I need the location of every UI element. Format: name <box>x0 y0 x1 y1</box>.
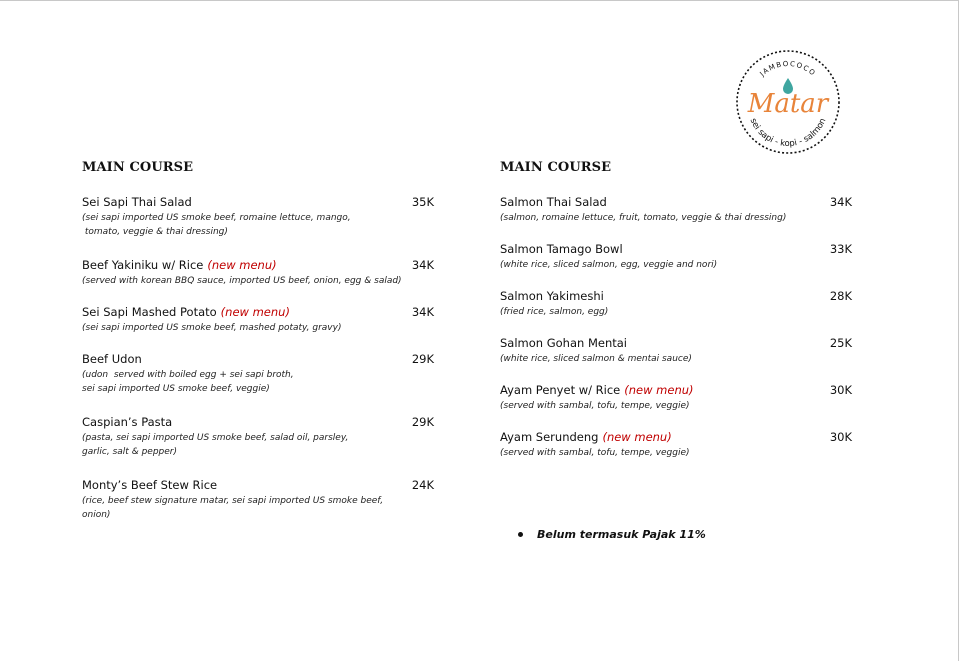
bullet-icon <box>518 532 523 537</box>
menu-item <box>82 351 434 396</box>
item-name: Sei Sapi Mashed Potato (new menu) <box>82 305 290 319</box>
logo-top-text: JAMBOCOCO <box>758 59 818 78</box>
item-description: (fried rice, salmon, egg) <box>500 307 609 317</box>
menu-item <box>500 429 852 460</box>
item-price: 30K <box>829 430 852 444</box>
menu-item <box>82 414 434 459</box>
menu-item <box>82 194 434 239</box>
menu-item <box>500 288 852 319</box>
item-price: 30K <box>829 383 852 397</box>
item-description: (served with sambal, tofu, tempe, veggie) <box>500 448 690 458</box>
item-name: Salmon Tamago Bowl <box>500 242 623 256</box>
item-price: 24K <box>411 478 434 492</box>
item-price: 29K <box>411 352 434 366</box>
item-price: 34K <box>411 305 434 319</box>
new-menu-tag: (new menu) <box>207 258 277 272</box>
new-menu-tag: (new menu) <box>624 383 694 397</box>
menu-item <box>82 304 434 335</box>
item-name: Sei Sapi Thai Salad <box>82 195 192 209</box>
item-price: 28K <box>829 289 852 303</box>
item-price: 25K <box>829 336 852 350</box>
tax-note <box>518 528 706 541</box>
menu-item <box>500 241 852 272</box>
item-description: (rice, beef stew signature matar, sei sapi imported US smoke beef, onion) <box>82 496 384 520</box>
item-description: (sei sapi imported US smoke beef, romaine lettuce, mango, tomato, veggie & thai dressing) <box>82 213 351 237</box>
left-menu-column <box>82 160 434 522</box>
item-description: (sei sapi imported US smoke beef, mashed potaty, gravy) <box>82 323 342 333</box>
logo-tagline: sei sapi - kopi - salmon <box>747 116 829 150</box>
item-name: Beef Yakiniku w/ Rice (new menu) <box>82 258 277 272</box>
item-description: (udon served with boiled egg + sei sapi broth, sei sapi imported US smoke beef, veggie) <box>82 370 294 394</box>
tax-note-text: Belum termasuk Pajak 11% <box>537 528 706 541</box>
item-name: Monty’s Beef Stew Rice <box>82 478 218 492</box>
item-price: 35K <box>411 195 434 209</box>
item-name: Salmon Gohan Mentai <box>500 336 627 350</box>
item-price: 33K <box>829 242 852 256</box>
new-menu-tag: (new menu) <box>220 305 290 319</box>
item-price: 34K <box>829 195 852 209</box>
matar-logo <box>734 48 842 156</box>
item-price: 29K <box>411 415 434 429</box>
item-description: (white rice, sliced salmon & mentai sauce) <box>500 354 692 364</box>
item-price: 34K <box>411 258 434 272</box>
menu-item <box>82 477 434 522</box>
item-name: Beef Udon <box>82 352 142 366</box>
item-name: Salmon Yakimeshi <box>500 289 604 303</box>
menu-item <box>500 194 852 225</box>
section-title: MAIN COURSE <box>500 160 612 175</box>
item-description: (served with korean BBQ sauce, imported US beef, onion, egg & salad) <box>82 276 402 286</box>
menu-item <box>500 335 852 366</box>
item-description: (served with sambal, tofu, tempe, veggie) <box>500 401 690 411</box>
item-description: (white rice, sliced salmon, egg, veggie and nori) <box>500 260 718 270</box>
item-name: Caspian’s Pasta <box>82 415 173 429</box>
logo-brand: Matar <box>747 89 829 119</box>
item-name: Salmon Thai Salad <box>500 195 607 209</box>
new-menu-tag: (new menu) <box>602 430 672 444</box>
section-title: MAIN COURSE <box>82 160 194 175</box>
item-description: (salmon, romaine lettuce, fruit, tomato, veggie & thai dressing) <box>500 213 787 223</box>
right-menu-column <box>500 160 852 460</box>
menu-item <box>500 382 852 413</box>
item-name: Ayam Penyet w/ Rice (new menu) <box>500 383 694 397</box>
menu-item <box>82 257 434 288</box>
item-name: Ayam Serundeng (new menu) <box>500 430 672 444</box>
item-description: (pasta, sei sapi imported US smoke beef, salad oil, parsley, garlic, salt & pepper) <box>82 433 349 457</box>
